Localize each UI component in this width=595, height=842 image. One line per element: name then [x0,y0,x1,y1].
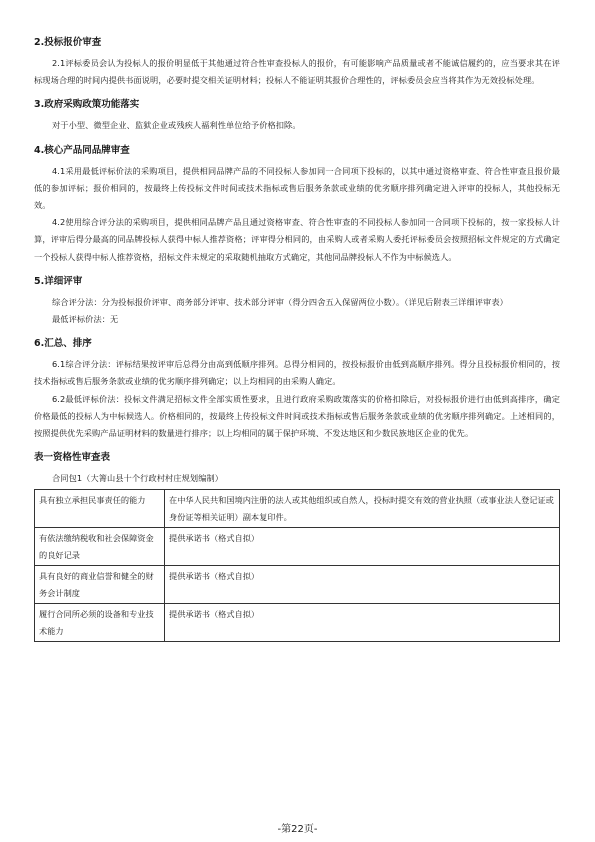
qualification-review-table [34,489,560,642]
table-heading: 表一资格性审查表 [34,452,111,464]
paragraph-3: 对于小型、微型企业、监狱企业或残疾人福利性单位给予价格扣除。 [52,120,301,131]
table-cell-item: 有依法缴纳税收和社会保障资金的良好记录 [35,528,165,566]
table-row [35,528,560,566]
table-cell-requirement: 提供承诺书（格式自拟） [165,528,560,566]
section-heading-summary-ranking: 6.汇总、排序 [34,338,92,350]
section-heading-policy: 3.政府采购政策功能落实 [34,99,140,111]
table-row [35,490,560,528]
paragraph-5-2: 最低评标价法：无 [52,314,119,325]
section-heading-brand-review: 4.核心产品同品牌审查 [34,144,130,156]
table-cell-item: 具有独立承担民事责任的能力 [35,490,165,528]
section-heading-bid-price-review: 2.投标报价审查 [34,37,102,48]
section-heading-detailed-review: 5.详细评审 [34,275,83,287]
paragraph-4-1: 4.1采用最低评标价法的采购项目，提供相同品牌产品的不同投标人参加同一合同项下投标的，以其中通过资格审查、符合性审查且报价最低的参加评标；报价相同的，按最终上传投标文件时间或技术指标或售后服务条款或业绩的优劣顺序排列确定进入评审的投标人，其他投标无效。 [34,165,560,211]
page-content [34,36,560,642]
paragraph-5-1: 综合评分法：分为投标报价评审、商务部分评审、技术部分评审（得分四舍五入保留两位小数）。（详见后附表三详细评审表） [52,296,508,307]
table-row [35,604,560,642]
table-cell-requirement: 在中华人民共和国境内注册的法人或其他组织或自然人，投标时提交有效的营业执照（或事业法人登记证或身份证等相关证明）副本复印件。 [165,490,560,528]
table-row [35,566,560,604]
table-caption: 合同包1（大箐山县十个行政村村庄规划编制） [52,473,224,484]
paragraph-2-1: 2.1评标委员会认为投标人的报价明显低于其他通过符合性审查投标人的报价，有可能影响产品质量或者不能诚信履约的，应当要求其在评标现场合理的时间内提供书面说明，必要时提交相关证明材料；投标人不能证明其报价合理性的，评标委员会应当将其作为无效投标处理。 [34,58,560,86]
table-cell-item: 具有良好的商业信誉和健全的财务会计制度 [35,566,165,604]
table-cell-item: 履行合同所必须的设备和专业技术能力 [35,604,165,642]
table-cell-requirement: 提供承诺书（格式自拟） [165,604,560,642]
paragraph-4-2: 4.2使用综合评分法的采购项目，提供相同品牌产品且通过资格审查、符合性审查的不同投标人参加同一合同项下投标的，按一家投标人计算，评审后得分最高的同品牌投标人获得中标人推荐资格；评审得分相同的，由采购人或者采购人委托评标委员会按照招标文件规定的方式确定一个投标人获得中标人推荐资格，招标文件未规定的采取随机抽取方式确定，其他同品牌投标人不作为中标候选人。 [34,217,560,262]
paragraph-6-2: 6.2最低评标价法：投标文件满足招标文件全部实质性要求，且进行政府采购政策落实的价格扣除后，对投标报价进行由低到高排序，确定价格最低的投标人为中标候选人。价格相同的，按最终上传投标文件时间或技术指标或售后服务条款或业绩的优劣顺序排列确定。上述相同的，按照提供优先采购产品证明材料的数量进行排序；以上均相同的属于保护环境、不发达地区和少数民族地区企业的优先。 [34,393,560,439]
paragraph-6-1: 6.1综合评分法：评标结果按评审后总得分由高到低顺序排列。总得分相同的，按投标报价由低到高顺序排列。得分且投标报价相同的，按技术指标或售后服务条款或业绩的优劣顺序排列确定；以上均相同的由采购人确定。 [34,359,560,387]
page-number: -第22页- [277,824,318,835]
table-cell-requirement: 提供承诺书（格式自拟） [165,566,560,604]
